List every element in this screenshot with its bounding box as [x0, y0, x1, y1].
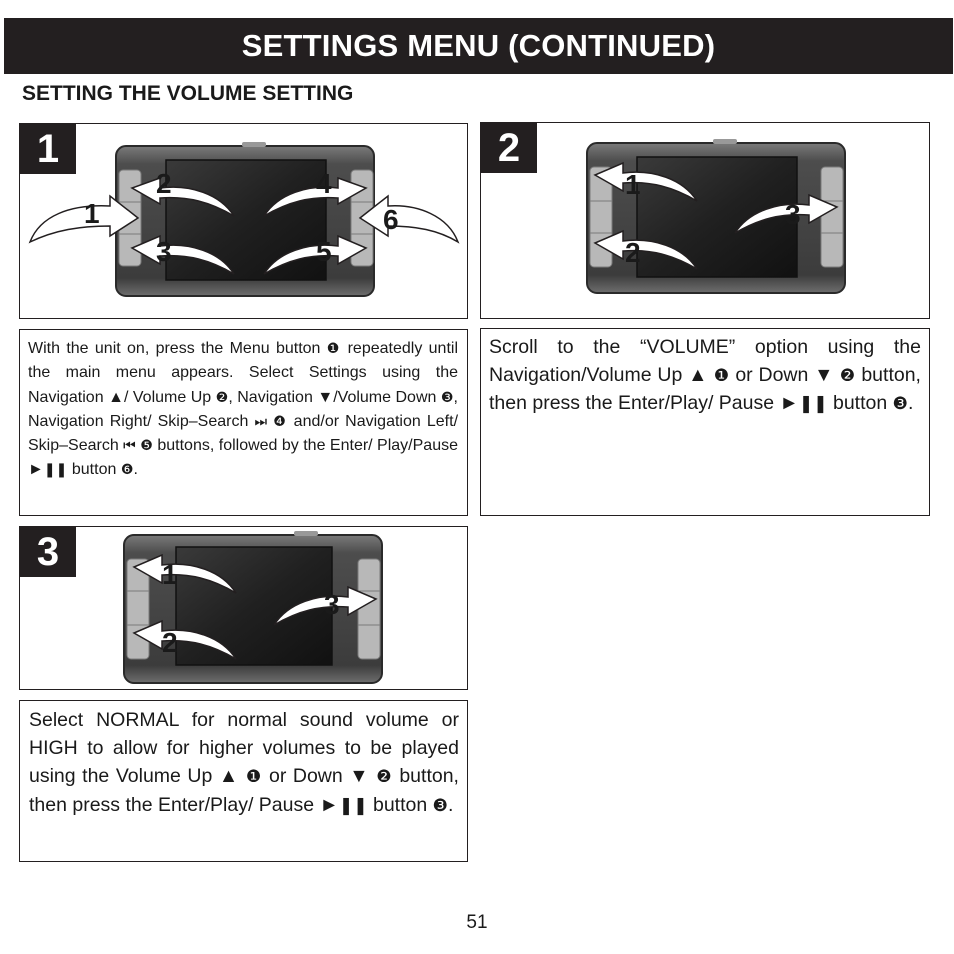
device-illustration [20, 527, 467, 689]
step-3-figure [19, 526, 468, 690]
callout-number: 1 [625, 169, 641, 200]
callout-number: 5 [316, 236, 332, 267]
header-bar [4, 18, 953, 74]
step-1-badge: 1 [20, 124, 76, 174]
circled-number-icon: ❶ [713, 365, 730, 386]
play-pause-icon: ❚❚ [43, 462, 68, 479]
section-title: SETTING THE VOLUME SETTING [22, 82, 354, 105]
step-3-badge: 3 [20, 527, 76, 577]
step-2-text: Scroll to the “VOLUME” option using the Navigation/Volume Up ▲ ❶ or Down ▼ ❷ button, then press the Enter/Play/ Pause ►❚❚ button ❸. [489, 336, 921, 414]
callout-number: 2 [162, 627, 178, 658]
circled-number-icon: ❸ [892, 394, 909, 414]
callout-number: 6 [383, 204, 399, 235]
circled-number-icon: ❷ [376, 767, 393, 787]
callout-number: 2 [625, 237, 641, 268]
step-2-instructions [480, 328, 930, 516]
page-number: 51 [466, 912, 488, 933]
callout-number: 2 [156, 168, 172, 199]
skip-back-icon: ⏮ [123, 438, 136, 455]
callout-number: 1 [84, 198, 100, 229]
circled-number-icon: ❷ [839, 365, 856, 386]
step-1-text: With the unit on, press the Menu button ❶ repeatedly until the main menu appears. Select Settings using the Navigation ▲/ Volume Up ❷, Navigation ▼/Volume Down ❸, Navigation Right/ Skip–Search ⏭ ❹ and/or Navigation Left/ Skip–Search ⏮ ❺ buttons, followed by the Enter/ Play/Pause ►❚❚ button ❻. [28, 340, 459, 479]
step-1-instructions [19, 329, 468, 516]
step-3-instructions [19, 700, 468, 862]
circled-number-icon: ❸ [440, 389, 454, 406]
page-title: SETTINGS MENU (CONTINUED) [241, 28, 716, 63]
circled-number-icon: ❹ [273, 413, 288, 430]
circled-number-icon: ❻ [120, 462, 134, 479]
circled-number-icon: ❸ [432, 796, 449, 816]
circled-number-icon: ❶ [245, 767, 263, 787]
circled-number-icon: ❶ [326, 341, 342, 357]
circled-number-icon: ❷ [215, 389, 229, 406]
callout-number: 1 [162, 559, 178, 590]
callout-number: 3 [156, 236, 172, 267]
step-2-figure [480, 122, 930, 319]
callout-number: 3 [324, 589, 340, 620]
step-1-figure [19, 123, 468, 319]
circled-number-icon: ❺ [140, 438, 153, 455]
step-3-text: Select NORMAL for normal sound volume or HIGH to allow for higher volumes to be played using the Volume Up ▲ ❶ or Down ▼ ❷ button, then press the Enter/Play/ Pause ►❚❚ button ❸. [29, 709, 459, 816]
callout-number: 4 [316, 168, 332, 199]
callout-number: 3 [785, 199, 801, 230]
device-illustration [481, 123, 929, 318]
play-pause-icon: ❚❚ [338, 796, 368, 816]
play-pause-icon: ❚❚ [798, 394, 828, 414]
step-2-badge: 2 [481, 123, 537, 173]
skip-forward-icon: ⏭ [254, 413, 268, 430]
